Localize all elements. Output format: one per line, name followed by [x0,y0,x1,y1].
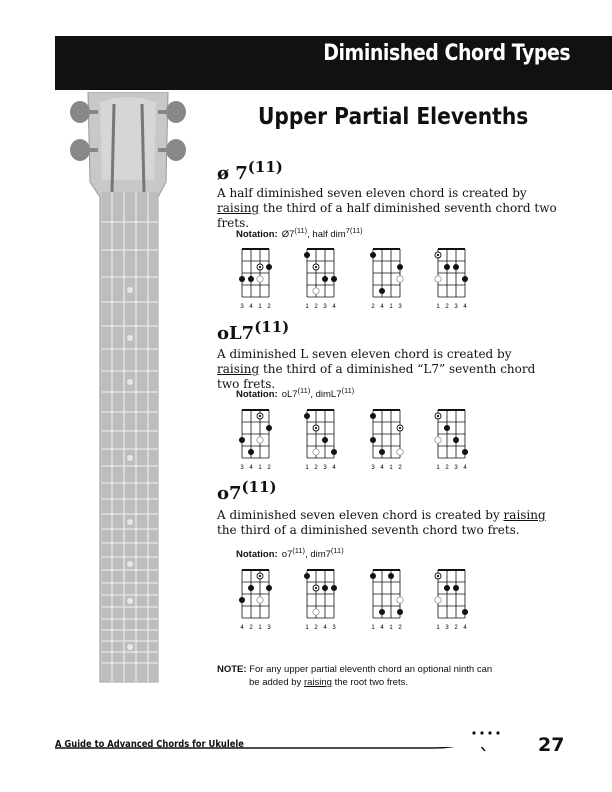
chord-finger-dot [370,252,376,258]
chord-finger-number: 2 [445,304,449,310]
chord-finger-number: 4 [463,625,467,631]
chord-root-marker [437,254,439,256]
chord-finger-dot [322,585,328,591]
chord-finger-dot [379,288,385,294]
ukulele-neck-illustration [58,92,198,692]
chord-finger-number: 2 [398,625,402,631]
chord-finger-number: 3 [267,625,271,631]
chord-finger-dot [462,276,468,282]
chord-finger-number: 1 [258,304,262,310]
footer-book-title: A Guide to Advanced Chords for Ukulele [55,739,244,750]
chord-finger-dot [379,449,385,455]
chord-finger-number: 1 [389,304,393,310]
chord-finger-number: 1 [436,465,440,471]
chord-finger-dot [370,437,376,443]
chord-root-marker [259,575,261,577]
chord-finger-number: 2 [445,465,449,471]
chord-finger-number: 4 [323,625,327,631]
chord-finger-number: 4 [249,304,253,310]
chord-finger-dot [331,276,337,282]
chord-finger-dot [248,449,254,455]
chord-diagram [238,567,278,635]
chord-finger-dot [248,585,254,591]
chord-finger-number: 3 [454,304,458,310]
chord-finger-dot [304,252,310,258]
chord-finger-number: 3 [240,465,244,471]
chord-finger-number: 1 [258,465,262,471]
chord-finger-number: 4 [380,304,384,310]
chord-finger-dot [266,585,272,591]
chord-finger-dot [397,597,403,603]
chord-root-marker [315,427,317,429]
chord-root-marker [437,575,439,577]
chord-finger-dot [435,276,441,282]
chord-root-marker [315,587,317,589]
chord-finger-number: 1 [371,625,375,631]
section-description-dim-l7: A diminished L seven eleven chord is created by raising the third of a diminished “L7” seventh chord two frets. [217,347,536,391]
chord-finger-dot [257,597,263,603]
chord-finger-number: 4 [332,304,336,310]
chord-finger-dot [239,597,245,603]
chord-root-marker [259,266,261,268]
chord-finger-dot [370,413,376,419]
chord-finger-dot [444,585,450,591]
chord-finger-dot [462,609,468,615]
chord-finger-number: 4 [332,465,336,471]
chord-finger-dot [388,573,394,579]
section-heading-dim-l7: oL7$^{(11)}$ [217,318,290,344]
chord-finger-number: 1 [258,625,262,631]
chord-finger-number: 3 [332,625,336,631]
page-number: 27 [538,734,565,756]
chord-finger-number: 2 [314,304,318,310]
chord-finger-number: 4 [240,625,244,631]
chord-finger-dot [304,413,310,419]
chord-finger-dot [453,585,459,591]
section-description-half-dim: A half diminished seven eleven chord is created by raising the third of a half diminished seventh chord two frets. [217,186,557,230]
chord-finger-number: 2 [398,465,402,471]
chord-diagram [303,567,343,635]
chord-diagram [434,567,474,635]
chord-finger-dot [379,609,385,615]
chord-finger-dot [397,264,403,270]
chord-finger-dot [444,425,450,431]
chord-diagram [369,567,409,635]
chord-finger-dot [313,288,319,294]
chord-root-marker [259,415,261,417]
chord-finger-number: 3 [454,465,458,471]
note-box: NOTE: For any upper partial eleventh chord an optional ninth can be added by raising the root two frets. [217,664,493,688]
chord-finger-dot [397,449,403,455]
chord-finger-dot [435,597,441,603]
chord-finger-number: 3 [398,304,402,310]
header-title: Diminished Chord Types [322,41,570,66]
chord-finger-dot [257,437,263,443]
chord-finger-number: 2 [249,625,253,631]
chord-finger-number: 1 [389,465,393,471]
chord-diagram [303,407,343,475]
chord-finger-number: 1 [389,625,393,631]
chord-finger-dot [248,276,254,282]
chord-finger-number: 2 [267,304,271,310]
chord-root-marker [399,427,401,429]
chord-finger-number: 4 [463,465,467,471]
chord-finger-number: 3 [240,304,244,310]
chord-finger-dot [313,609,319,615]
chord-finger-number: 4 [380,465,384,471]
chord-finger-dot [331,585,337,591]
chord-finger-dot [322,276,328,282]
chord-finger-number: 2 [454,625,458,631]
chord-diagram [369,246,409,314]
chord-finger-number: 1 [436,304,440,310]
chord-finger-number: 4 [380,625,384,631]
chord-finger-dot [370,573,376,579]
chord-finger-dot [266,425,272,431]
chord-finger-number: 2 [371,304,375,310]
chord-finger-number: 2 [314,625,318,631]
footer-rule [55,747,535,763]
chord-finger-dot [453,437,459,443]
header-bar [55,36,612,90]
chord-finger-number: 4 [463,304,467,310]
section-heading-dim7: o7$^{(11)}$ [217,478,277,504]
chord-diagram [434,246,474,314]
chord-finger-dot [331,449,337,455]
chord-finger-dot [462,449,468,455]
notation-line-half-dim: Notation: Ø7$^{(11)}$, half dim$^{7(11)}$ [236,226,363,241]
chord-finger-dot [453,264,459,270]
chord-diagram [434,407,474,475]
chord-finger-dot [397,276,403,282]
chord-finger-number: 1 [436,625,440,631]
chord-diagram [369,407,409,475]
chord-finger-number: 3 [323,304,327,310]
chord-finger-number: 3 [445,625,449,631]
chord-finger-dot [257,276,263,282]
chord-finger-number: 3 [323,465,327,471]
chord-finger-number: 2 [267,465,271,471]
chord-finger-dot [435,437,441,443]
chord-finger-dot [444,264,450,270]
chord-finger-dot [322,437,328,443]
chord-finger-dot [313,449,319,455]
page-title: Upper Partial Elevenths [258,104,529,130]
notation-line-dim-l7: Notation: oL7$^{(11)}$, dimL7$^{(11)}$ [236,386,355,401]
chord-finger-number: 3 [371,465,375,471]
chord-finger-number: 1 [305,625,309,631]
chord-finger-dot [397,609,403,615]
chord-finger-dot [239,276,245,282]
chord-root-marker [437,415,439,417]
chord-finger-dot [266,264,272,270]
section-heading-half-dim: ø 7$^{(11)}$ [217,158,283,184]
chord-finger-dot [304,573,310,579]
chord-finger-number: 1 [305,465,309,471]
notation-line-dim7: Notation: o7$^{(11)}$, dim7$^{(11)}$ [236,546,344,561]
chord-finger-dot [239,437,245,443]
section-description-dim7: A diminished seven eleven chord is created by raising the third of a diminished seventh chord two frets. [217,508,546,537]
chord-finger-number: 1 [305,304,309,310]
chord-finger-number: 4 [249,465,253,471]
chord-diagram [238,407,278,475]
footer-ornament [468,728,508,738]
chord-diagram [303,246,343,314]
chord-finger-number: 2 [314,465,318,471]
chord-root-marker [315,266,317,268]
chord-diagram [238,246,278,314]
